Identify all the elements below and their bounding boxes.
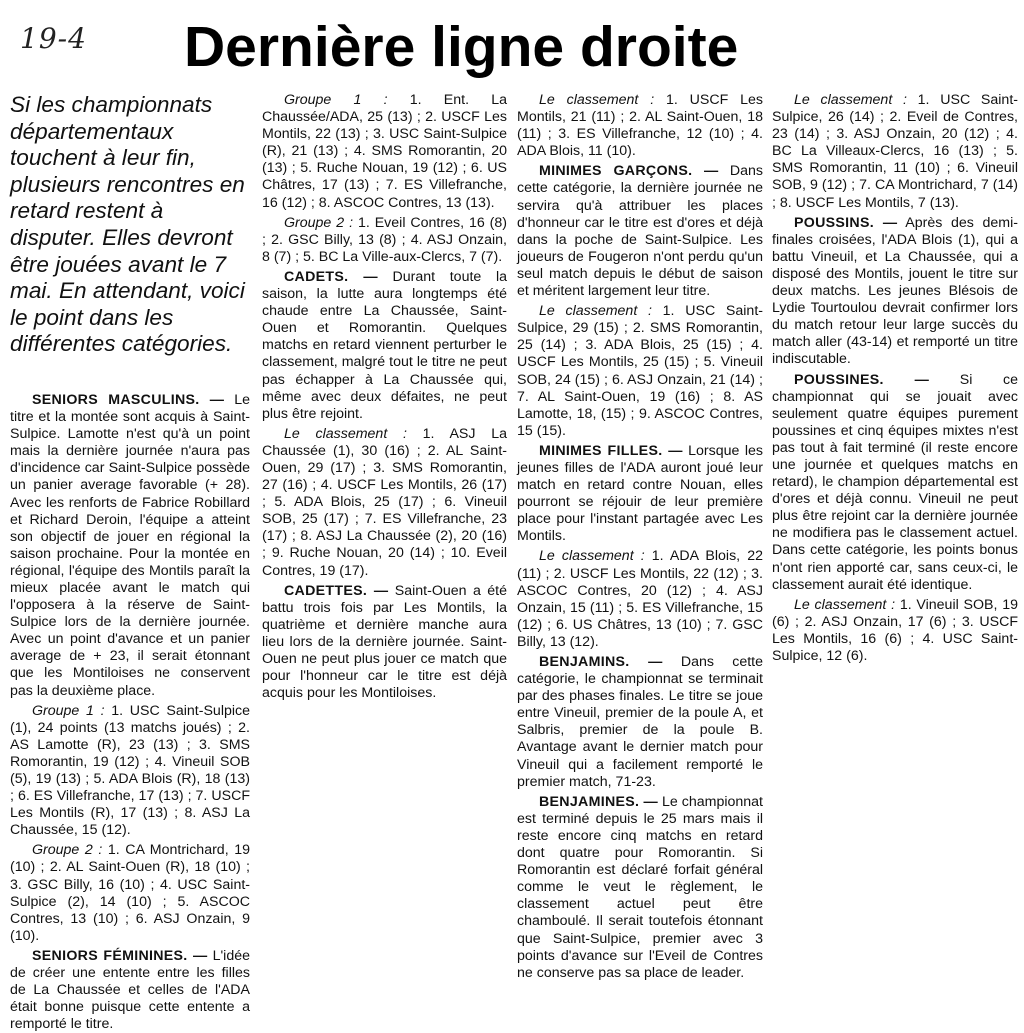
standings-label: Le classement : [539,92,655,108]
standings-paragraph [262,92,507,212]
headline: Dernière ligne droite [184,15,739,79]
section-seniors-feminines [10,948,250,1033]
column-1 [10,92,250,1033]
standings-text: 1. CA Montrichard, 19 (10) ; 2. AL Saint-Ouen (R), 18 (10) ; 3. GSC Billy, 16 (10) ; 4. USC Saint-Sulpice (2), 14 (10) ; 5. ASCOC Contres, 13 (10) ; 6. ASJ Onzain, 9 (10). [10,842,250,944]
section-seniors-masculins [10,392,250,700]
standings-label: Le classement : [794,92,907,108]
section-heading: MINIMES FILLES. — [539,442,683,459]
standings-paragraph [10,703,250,840]
section-cadettes [262,583,507,703]
standings-label: Le classement : [539,548,645,565]
section-text: Saint-Ouen a été battu trois fois par Les Montils, la quatrième et dernière manche aura lieu lors de la dernière journée. Saint-Ouen ne peut plus jouer ce match que pour l'honneur car le titre est déjà acquis pour les Montiloises. [262,582,507,702]
section-heading: CADETS. — [284,268,378,285]
standings-label: Groupe 1 : [32,702,105,719]
column-2 [262,92,507,987]
section-text: Dans cette catégorie, la dernière journée ne servira qu'à attribuer les places d'honneur car le titre est d'ores et déjà dans la poche de Saint-Sulpice. Les joueurs de Fougeron n'ont perdu qu'un seul match depuis le début de saison et méritent largement leur titre. [517,163,763,300]
standings-text: 1. USC Saint-Sulpice, 29 (15) ; 2. SMS Romorantin, 25 (14) ; 3. ADA Blois, 25 (15) ; 4. USCF Les Montils, 25 (15) ; 5. Vineuil SOB, 24 (15) ; 6. ASJ Onzain, 21 (14) ; 7. AL Saint-Ouen, 19 (16) ; 8. AS Lamotte, 18, (15) ; 9. ASCOC Contres, 15 (15). [517,303,763,439]
handwritten-date-note: 19-4 [20,22,87,55]
section-heading: POUSSINES. — [794,371,930,388]
standings-label: Groupe 2 : [32,842,103,859]
section-heading: MINIMES GARÇONS. — [539,163,719,180]
standings-paragraph [517,92,763,160]
standings-paragraph [10,842,250,945]
standings-text: 1. ADA Blois, 22 (11) ; 2. USCF Les Montils, 22 (12) ; 3. ASCOC Contres, 20 (12) ; 4. ASJ Onzain, 15 (11) ; 5. ES Villefranche, 15 (12) ; 6. US Châtres, 13 (10) ; 7. GSC Billy, 13 (12). [517,548,763,650]
section-heading: SENIORS MASCULINS. — [32,391,225,408]
standings-label: Le classement : [794,596,896,613]
standings-paragraph [772,92,1018,212]
section-poussines [772,372,1018,594]
article-body [0,92,1024,1033]
section-heading: CADETTES. — [284,582,389,599]
standings-text: 1. Vineuil SOB, 19 (6) ; 2. ASJ Onzain, 17 (6) ; 3. USCF Les Montils, 16 (6) ; 4. USC Saint-Sulpice, 12 (6). [772,596,1018,664]
standings-paragraph [772,597,1018,665]
section-poussins [772,215,1018,369]
standings-text: 1. USC Saint-Sulpice (1), 24 points (13 matchs joués) ; 2. AS Lamotte (R), 23 (13) ; 3. SMS Romorantin, 19 (12) ; 4. Vineuil SOB (5), 19 (13) ; 5. ADA Blois (R), 18 (13) ; 6. ES Villefranche, 17 (13) ; 7. USCF Les Montils (R), 17 (13) ; 8. ASJ La Chaussée, 15 (12). [10,702,250,839]
standings-label: Groupe 2 : [284,214,354,231]
section-text: Lorsque les jeunes filles de l'ADA auront joué leur match en retard contre Nouan, elles pourront se réjouir de leur première place pour l'instant partagée avec Les Montils. [517,442,763,545]
standings-text: 1. Eveil Contres, 16 (8) ; 2. GSC Billy, 13 (8) ; 4. ASJ Onzain, 8 (7) ; 5. BC La Ville-aux-Clercs, 7 (7). [262,214,507,265]
section-minimes-filles [517,443,763,546]
standings-label: Le classement : [539,303,652,320]
section-text: L'idée de créer une entente entre les filles de La Chaussée et celles de l'ADA était bonne puisque cette entente a remporté le titre. [10,947,250,1033]
standings-paragraph [517,303,763,440]
standings-text: 1. USCF Les Montils, 21 (11) ; 2. AL Saint-Ouen, 18 (11) ; 3. ES Villefranche, 12 (10) ; 4. ADA Blois, 11 (10). [517,92,763,160]
section-text: Dans cette catégorie, le championnat se terminait par des phases finales. Le titre se joue entre Vineuil, premier de la poule A, et Salbris, premier de la poule B. Avantage avant le dernier match pour Vineuil qui a facilement remporté le premier match, 71-23. [517,654,763,790]
standings-text: 1. ASJ La Chaussée (1), 30 (16) ; 2. AL Saint-Ouen, 29 (17) ; 3. SMS Romorantin, 27 (16) ; 4. USCF Les Montils, 26 (17) ; 5. ADA Blois, 25 (17) ; 6. Vineuil SOB, 25 (17) ; 7. ES Villefranche, 23 (17) ; 8. ASJ La Chaussée (2), 20 (16) ; 9. Ruche Nouan, 20 (14) ; 10. Eveil Contres, 19 (17). [262,425,507,579]
section-text: Après des demi-finales croisées, l'ADA Blois (1), qui a battu Vineuil, et La Chaussée, qui a disposé des Montils, jouent le titre sur deux matchs. Les jeunes Blésois de Lydie Tourtoulou devrait confirmer lors du match retour leur large succès du match aller (43-14) et remporté un titre indiscutable. [772,214,1018,368]
section-text: Le titre et la montée sont acquis à Saint-Sulpice. Lamotte n'est qu'à un point mais la dernière journée n'aura pas d'incidence car Saint-Sulpice possède un panier average favorable (+ 28). Avec les renforts de Fabrice Robillard et Richard Deroin, l'équipe a atteint son objectif de jouer en régional la saison prochaine. Pour la montée en régional, l'équipe des Montils paraît la mieux placée avant le match qui l'opposera à la réserve de Saint-Sulpice lors de la dernière journée. Avec un point d'avance et un panier average de + 23, il serait étonnant que les Montiloises ne conservent pas la deuxième place. [10,391,250,699]
section-benjamins [517,654,763,791]
section-heading: BENJAMINES. — [539,793,659,810]
section-text: Le championnat est terminé depuis le 25 mars mais il reste encore cinq matchs en retard dont quatre pour Romorantin. Si Romorantin est déclaré forfait général comme le veut le règlement, le classement actuel peut être chamboulé. Il serait toutefois étonnant que Saint-Sulpice, premier avec 3 points d'avance sur l'Eveil de Contres ne conserve pas sa place de leader. [517,793,763,981]
section-heading: POUSSINS. — [794,214,898,231]
standings-paragraph [517,548,763,651]
standings-label: Groupe 1 : [284,92,388,108]
lead-paragraph: Si les championnats départementaux touchent à leur fin, plusieurs rencontres en retard restent à disputer. Elles devront être jouées avant le 7 mai. En attendant, voici le point dans les différentes catégories. [10,92,245,357]
section-benjamines [517,794,763,982]
column-4 [772,92,1018,987]
standings-paragraph [262,215,507,266]
column-3 [517,92,763,987]
standings-paragraph [262,426,507,580]
standings-label: Le classement : [284,425,407,442]
section-cadets [262,269,507,423]
section-text: Si ce championnat qui se jouait avec seulement quatre équipes purement poussines et cinq équipes mixtes n'est pas tout à fait terminé (il reste encore une journée et quelques matchs en retard), le champion départemental est d'ores et déjà connu. Vineuil ne peut plus être rejoint car la dernière journée ne modifiera pas le classement actuel. Dans cette catégorie, les points bonus n'ont rien apporté car, sans ceux-ci, le classement aurait été identique. [772,371,1018,593]
section-minimes-garcons [517,163,763,300]
section-text: Durant toute la saison, la lutte aura longtemps été chaude entre La Chaussée, Saint-Ouen et Romorantin. Quelques matchs en retard viennent perturber le classement, malgré tout le titre ne peut pas échapper à La Chaussée qui, même avec deux défaites, ne peut plus être rejoint. [262,268,507,422]
standings-text: 1. USC Saint-Sulpice, 26 (14) ; 2. Eveil de Contres, 23 (14) ; 3. ASJ Onzain, 20 (12) ; 4. BC La Villeaux-Clercs, 16 (13) ; 5. SMS Romorantin, 11 (10) ; 6. Vineuil SOB, 9 (12) ; 7. CA Montrichard, 7 (14) ; 8. USCF Les Montils, 7 (13). [772,92,1018,211]
standings-text: 1. Ent. La Chaussée/ADA, 25 (13) ; 2. USCF Les Montils, 22 (13) ; 3. USC Saint-Sulpice (R), 21 (13) ; 4. SMS Romorantin, 20 (13) ; 5. Ruche Nouan, 19 (12) ; 6. US Châtres, 17 (13) ; 7. ES Villefranche, 16 (12) ; 8. ASCOC Contres, 13 (13). [262,92,507,211]
section-heading: SENIORS FÉMININES. — [32,947,208,964]
section-heading: BENJAMINS. — [539,654,663,670]
